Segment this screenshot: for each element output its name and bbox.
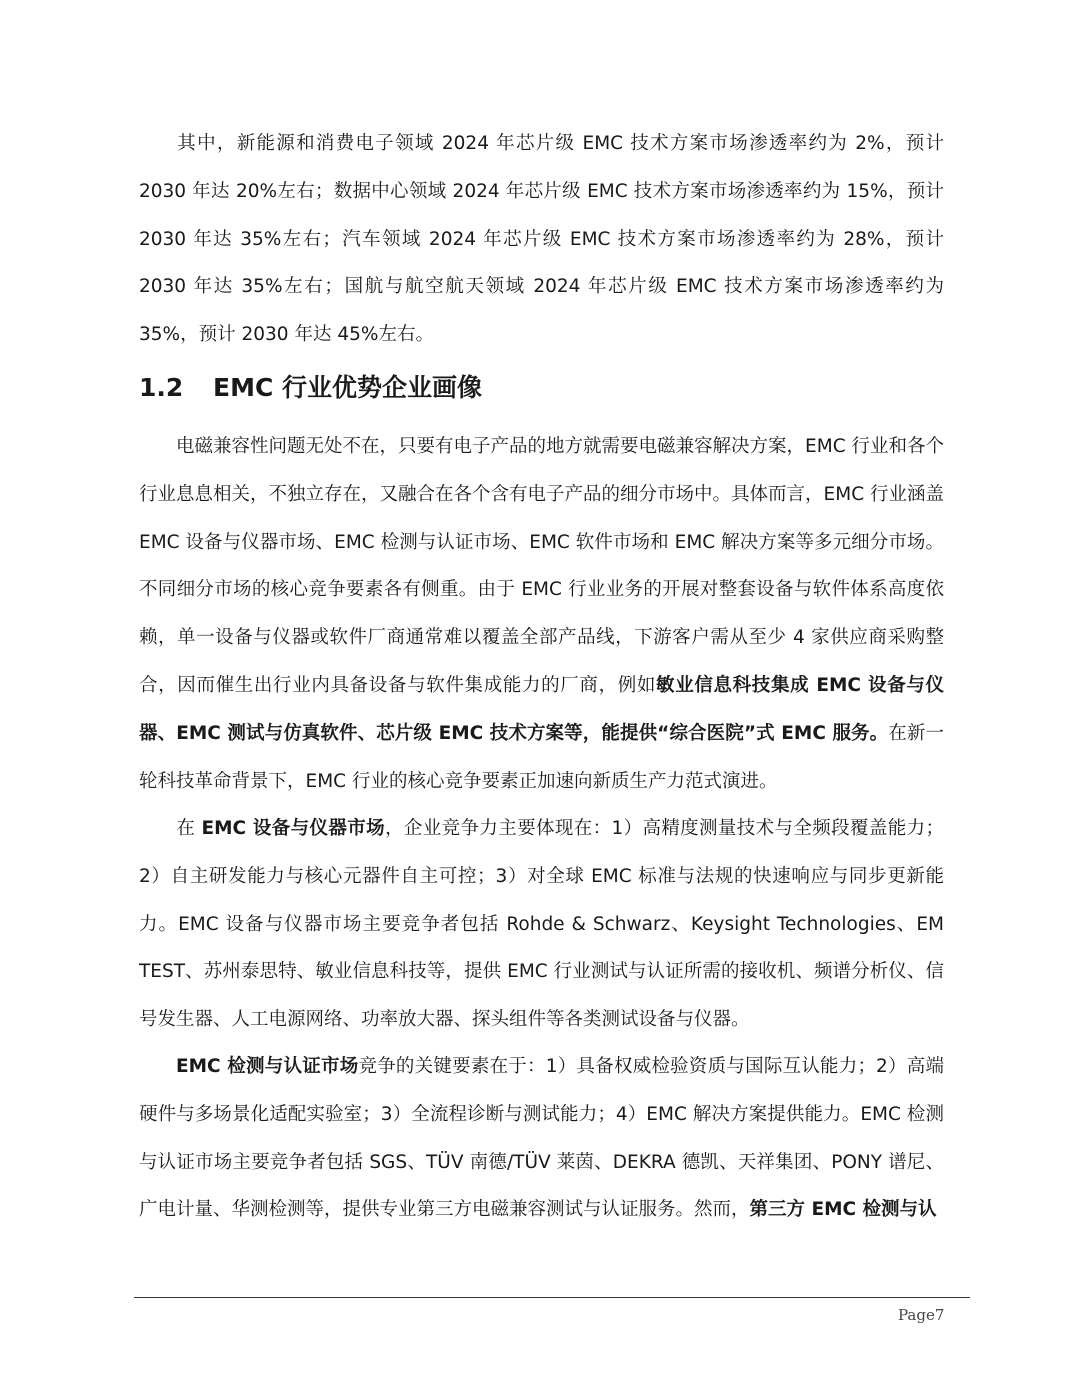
paragraph-bold-text: EMC 设备与仪器市场 <box>201 818 386 839</box>
paragraph-prefix: 在 <box>176 818 202 839</box>
paragraph-bold-tail: 第三方 EMC 检测与认 <box>749 1199 937 1221</box>
paragraph-testing-certification-market <box>139 1043 944 1234</box>
paragraph-text: 竞争的关键要素在于：1）具备权威检验资质与国际互认能力；2）高端硬件与多场景化适配实验室；3）全流程诊断与测试能力；4）EMC 解决方案提供能力。EMC 检测与认证市场主要竞争者包括 SGS、TÜV 南德/TÜV 莱茵、DEKRA 德凯、天祥集团、PONY 谱尼、广电计量、华测检测等，提供专业第三方电磁兼容测试与认证服务。然而， <box>139 1056 944 1221</box>
section-heading <box>139 366 482 410</box>
paragraph-text: ，企业竞争力主要体现在：1）高精度测量技术与全频段覆盖能力；2）自主研发能力与核心元器件自主可控；3）对全球 EMC 标准与法规的快速响应与同步更新能力。EMC 设备与仪器市场主要竞争者包括 Rohde & Schwarz、Keysight Technologies、EM TEST、苏州泰思特、敏业信息科技等，提供 EMC 行业测试与认证所需的接收机、频谱分析仪、信号发生器、人工电源网络、功率放大器、探头组件等各类测试设备与仪器。 <box>139 818 944 1031</box>
footer-divider <box>134 1297 970 1298</box>
paragraph-industry-overview <box>139 423 944 805</box>
paragraph-equipment-market <box>139 805 944 1044</box>
page-number: Page7 <box>898 1306 945 1324</box>
paragraph-penetration-rates <box>139 120 944 359</box>
section-number: 1.2 <box>139 373 184 402</box>
paragraph-bold-text: 敏业信息科技集成 EMC 设备与仪器、EMC 测试与仿真软件、芯片级 EMC 技术方案等，能提供“综合医院”式 EMC 服务。 <box>139 674 944 744</box>
section-title: EMC 行业优势企业画像 <box>213 373 483 402</box>
paragraph-text: 其中，新能源和消费电子领域 2024 年芯片级 EMC 技术方案市场渗透率约为 2%，预计 2030 年达 20%左右；数据中心领域 2024 年芯片级 EMC 技术方案市场渗透率约为 15%，预计 2030 年达 35%左右；汽车领域 2024 年芯片级 EMC 技术方案市场渗透率约为 28%，预计 2030 年达 35%左右；国航与航空航天领域 2024 年芯片级 EMC 技术方案市场渗透率约为 35%，预计 2030 年达 45%左右。 <box>139 133 944 346</box>
paragraph-bold-text: EMC 检测与认证市场 <box>176 1056 359 1077</box>
paragraph-text: 电磁兼容性问题无处不在，只要有电子产品的地方就需要电磁兼容解决方案，EMC 行业和各个行业息息相关，不独立存在，又融合在各个含有电子产品的细分市场中。具体而言，EMC 行业涵盖 EMC 设备与仪器市场、EMC 检测与认证市场、EMC 软件市场和 EMC 解决方案等多元细分市场。不同细分市场的核心竞争要素各有侧重。由于 EMC 行业业务的开展对整套设备与软件体系高度依赖，单一设备与仪器或软件厂商通常难以覆盖全部产品线，下游客户需从至少 4 家供应商采购整合，因而催生出行业内具备设备与软件集成能力的厂商，例如 <box>139 436 944 696</box>
paragraph-text: 在新一轮科技革命背景下，EMC 行业的核心竞争要素正加速向新质生产力范式演进。 <box>139 722 944 792</box>
